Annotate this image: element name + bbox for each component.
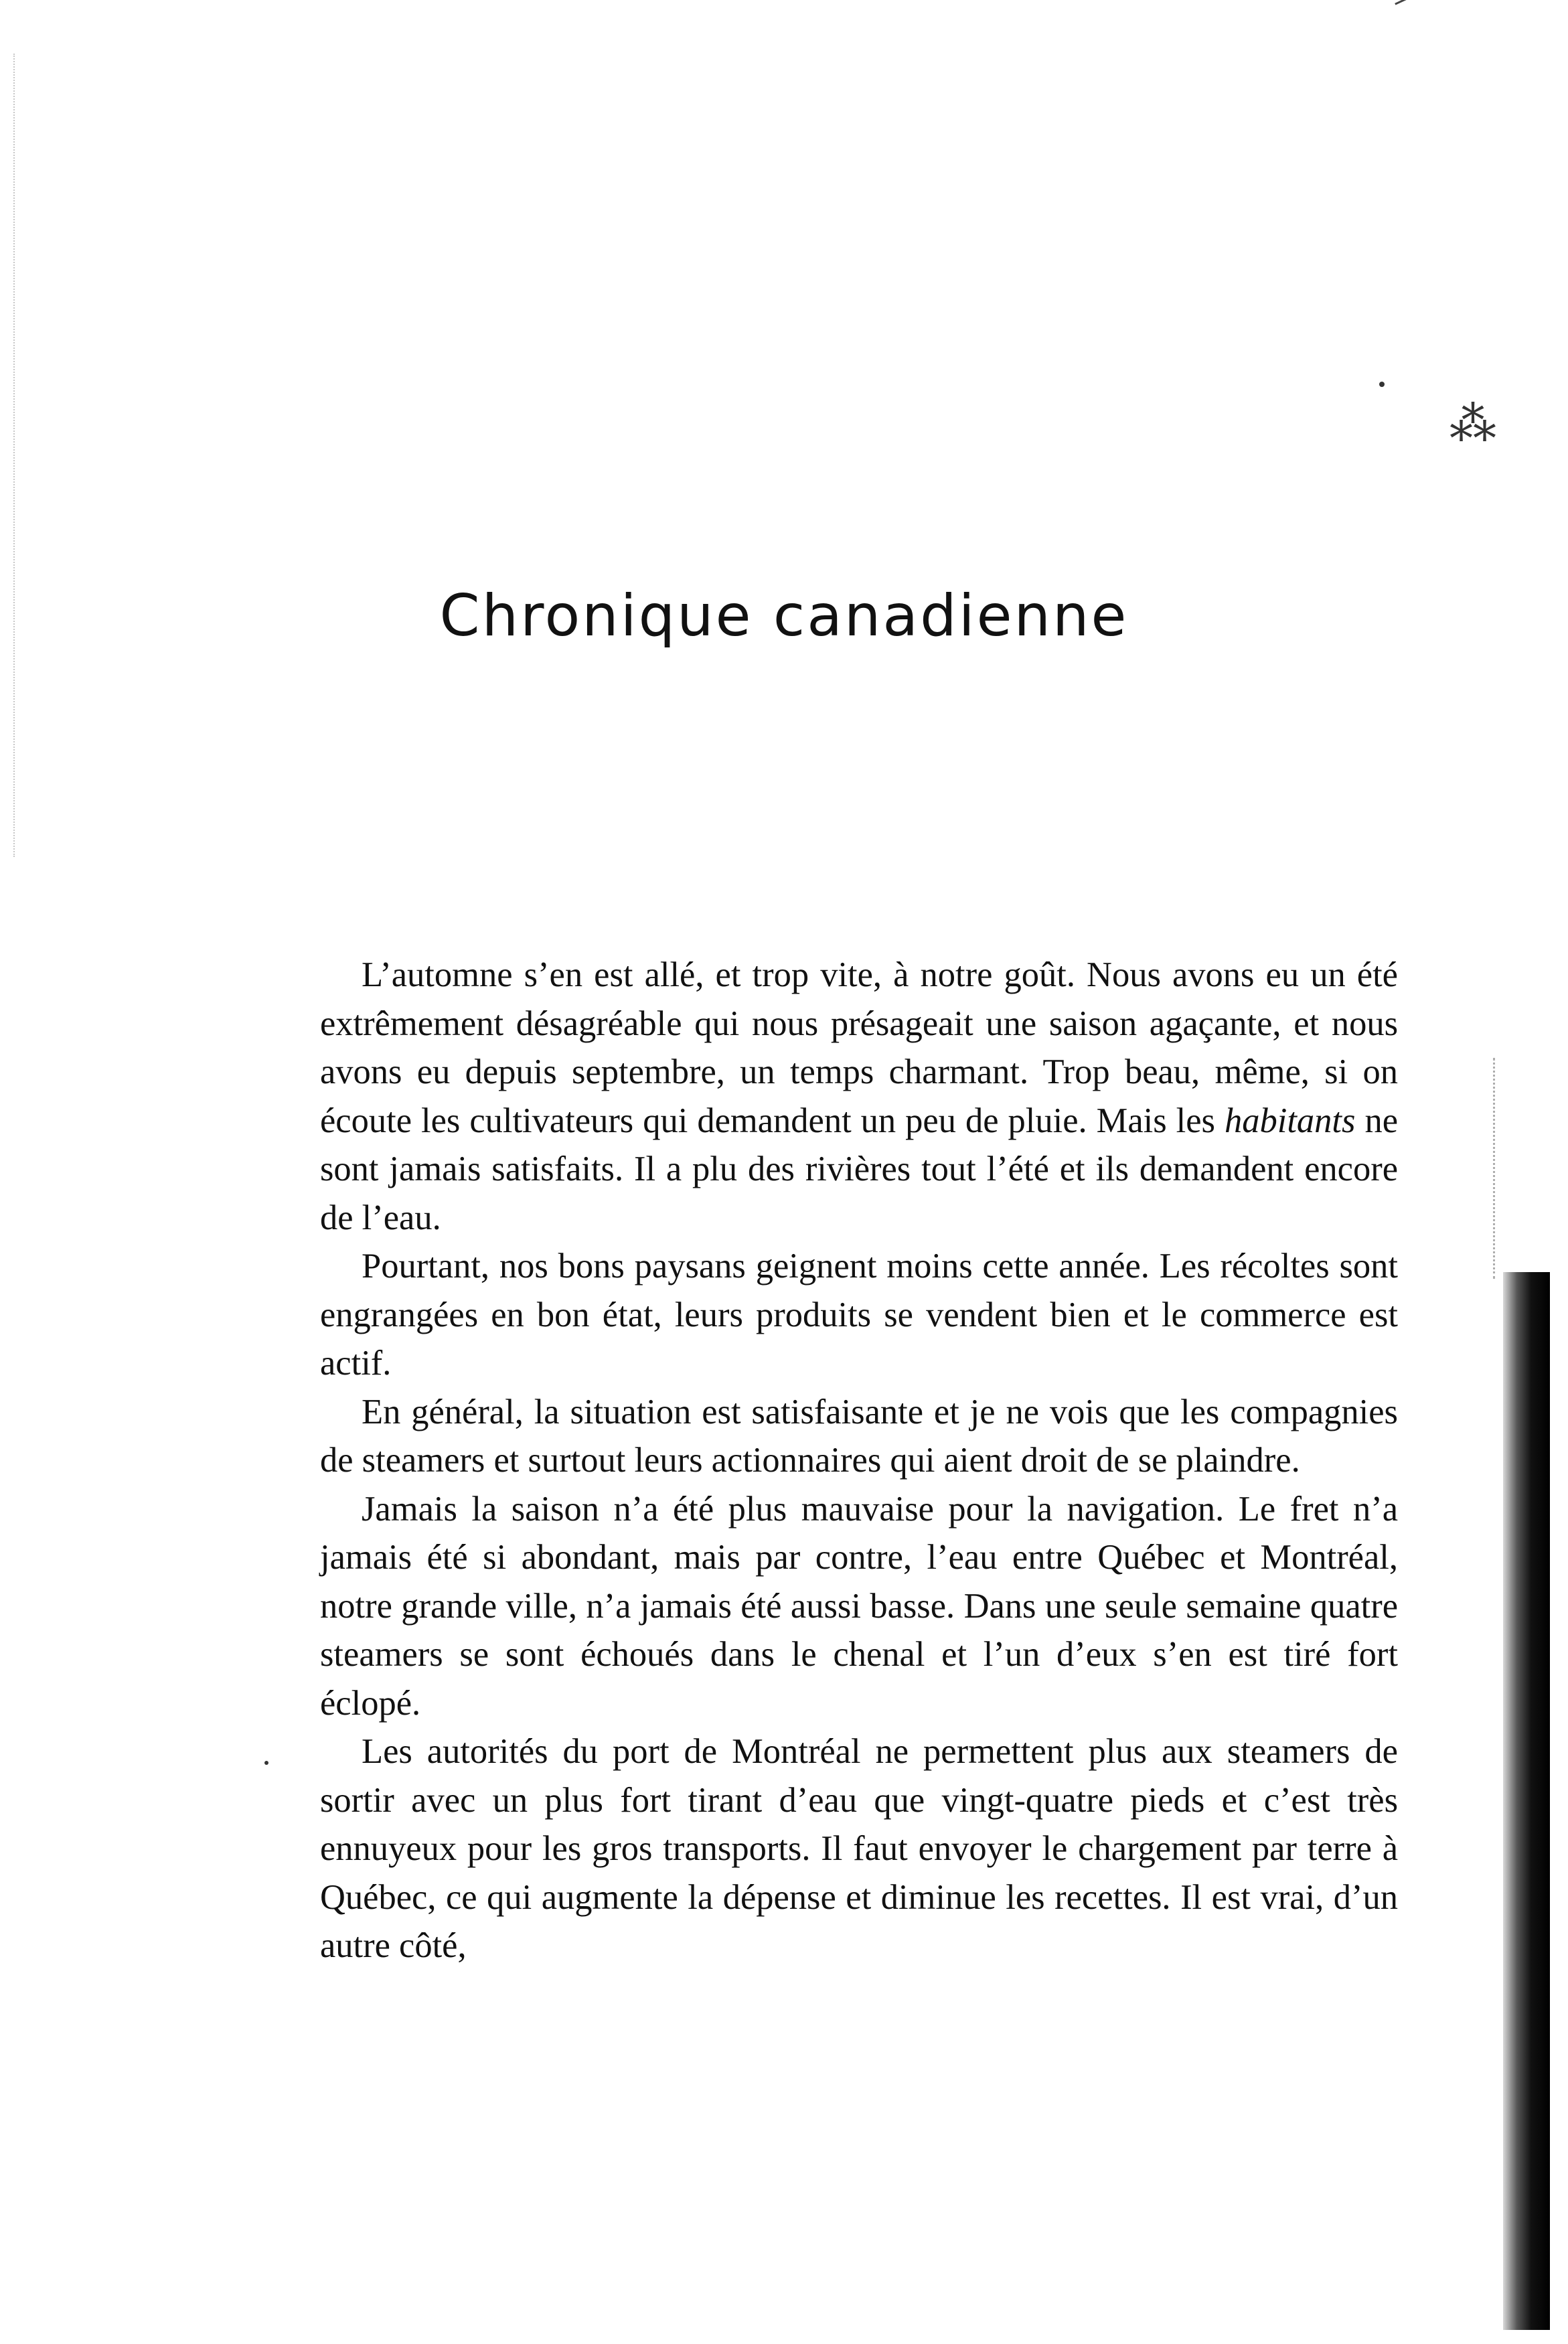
binding-speckles xyxy=(1493,1058,1549,1279)
paragraph-5: Les autorités du port de Montréal ne permettent plus aux steamers de sortir avec un plus fort tirant d’eau que vingt-quatre pieds et c’est très ennuyeux pour les gros transports. Il faut envoyer le chargement par terre à Québec, ce qui augmente la dépense et diminue les recettes. Il est vrai, d’un autre côté, xyxy=(320,1732,1398,1965)
scan-smudge: ⁂ xyxy=(1449,399,1490,451)
paragraph-2: Pourtant, nos bons paysans geignent moins cette année. Les récoltes sont engrangées en bon état, leurs produits se vendent bien et le commerce est actif. xyxy=(320,1247,1398,1383)
paragraph-4: Jamais la saison n’a été plus mauvaise pour la navigation. Le fret n’a jamais été si abondant, mais par contre, l’eau entre Québec et Montréal, notre grande ville, n’a jamais été aussi basse. Dans une seule semaine quatre steamers se sont échoués dans le chenal et l’un d’eux s’en est tiré fort éclopé. xyxy=(320,1489,1398,1723)
paragraph-1 xyxy=(320,951,1398,1242)
italic-habitants: habitants xyxy=(1224,1101,1356,1140)
scan-mark xyxy=(1395,0,1411,11)
scan-dot xyxy=(1379,382,1385,387)
article-body xyxy=(320,951,1398,1970)
paragraph-3: En général, la situation est satisfaisante et je ne vois que les compagnies de steamers et surtout leurs actionnaires qui aient droit de se plaindre. xyxy=(320,1392,1398,1480)
binding-shadow xyxy=(1503,1272,1550,2330)
paragraph-1-text-b: ne sont jamais satisfaits. Il a plu des rivières tout l’été et ils demandent encore de l’eau. xyxy=(320,1101,1398,1237)
paragraph-1-text-a: L’automne s’en est allé, et trop vite, à notre goût. Nous avons eu un été extrêmement désagréable qui nous présageait une saison agaçante, et nous avons eu depuis septembre, un temps charmant. Trop beau, même, si on écoute les cultivateurs qui demandent un peu de pluie. Mais les xyxy=(320,955,1398,1140)
margin-dot xyxy=(264,1761,268,1765)
page-title: Chronique canadienne xyxy=(439,582,1129,649)
margin-speckles xyxy=(13,54,55,857)
